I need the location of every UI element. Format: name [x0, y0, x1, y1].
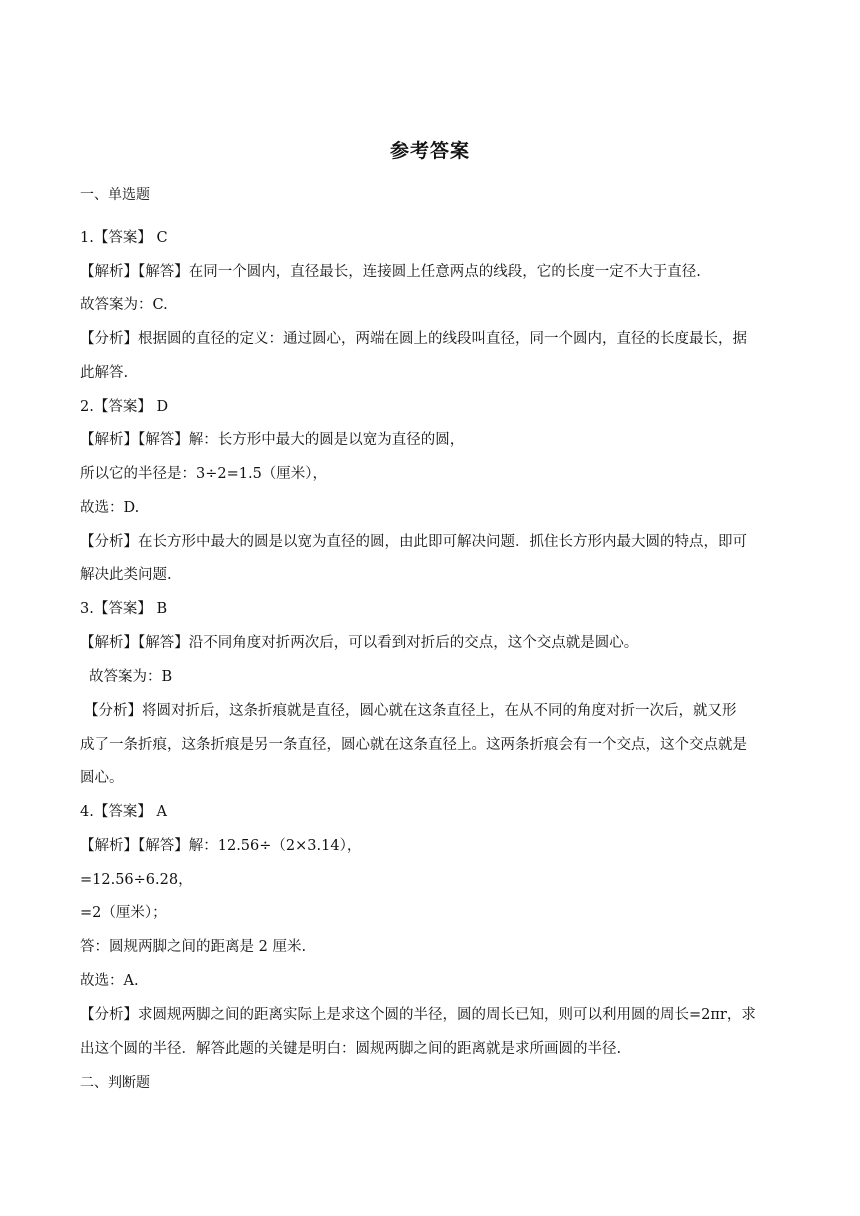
q3-conclusion: 故答案为：B [89, 669, 173, 685]
q1-fenxi-line-1: 【分析】根据圆的直径的定义：通过圆心，两端在圆上的线段叫直径，同一个圆内，直径的长度最长，据 [80, 331, 747, 347]
q2-fenxi-line-2: 解决此类问题. [80, 567, 172, 583]
q2-conclusion: 故选：D. [80, 500, 140, 516]
q4-fenxi-line-1: 【分析】求圆规两脚之间的距离实际上是求这个圆的半径，圆的周长已知，则可以利用圆的周长=2πr，求 [80, 1007, 756, 1023]
q4-answer: 4.【答案】 A [80, 804, 167, 820]
q4-analysis: 【解析】【解答】解：12.56÷（2×3.14）， [80, 838, 362, 854]
section-heading-true-false: 二、判断题 [80, 1075, 150, 1091]
q2-answer: 2.【答案】 D [80, 399, 169, 415]
q4-step-2: =2（厘米）； [80, 905, 167, 921]
q4-step-1: =12.56÷6.28， [80, 872, 193, 888]
q4-fenxi-line-2: 出这个圆的半径．解答此题的关键是明白：圆规两脚之间的距离就是求所画圆的半径. [80, 1041, 622, 1057]
q3-fenxi-line-1: 【分析】将圆对折后，这条折痕就是直径，圆心就在这条直径上，在从不同的角度对折一次后，就又形 [84, 703, 737, 719]
q4-reply: 答：圆规两脚之间的距离是 2 厘米. [80, 939, 307, 955]
q2-analysis: 【解析】【解答】解：长方形中最大的圆是以宽为直径的圆， [80, 432, 465, 448]
q1-analysis: 【解析】【解答】在同一个圆内，直径最长，连接圆上任意两点的线段，它的长度一定不大于直径. [80, 264, 701, 280]
q4-conclusion: 故选：A. [80, 973, 139, 989]
section-heading-single-choice: 一、单选题 [80, 187, 150, 203]
q1-answer: 1.【答案】 C [80, 230, 168, 246]
q1-fenxi-line-2: 此解答. [80, 365, 129, 381]
q1-conclusion: 故答案为：C. [80, 297, 168, 313]
q3-fenxi-line-3: 圆心。 [80, 770, 124, 786]
q3-answer: 3.【答案】 B [80, 601, 168, 617]
q2-fenxi-line-1: 【分析】在长方形中最大的圆是以宽为直径的圆，由此即可解决问题．抓住长方形内最大圆的特点，即可 [80, 534, 747, 550]
q3-fenxi-line-2: 成了一条折痕，这条折痕是另一条直径，圆心就在这条直径上。这两条折痕会有一个交点，这个交点就是 [80, 737, 747, 753]
q2-step: 所以它的半径是：3÷2=1.5（厘米）， [80, 466, 328, 482]
q3-analysis: 【解析】【解答】沿不同角度对折两次后，可以看到对折后的交点，这个交点就是圆心。 [80, 635, 639, 651]
page-title: 参考答案 [389, 140, 470, 162]
